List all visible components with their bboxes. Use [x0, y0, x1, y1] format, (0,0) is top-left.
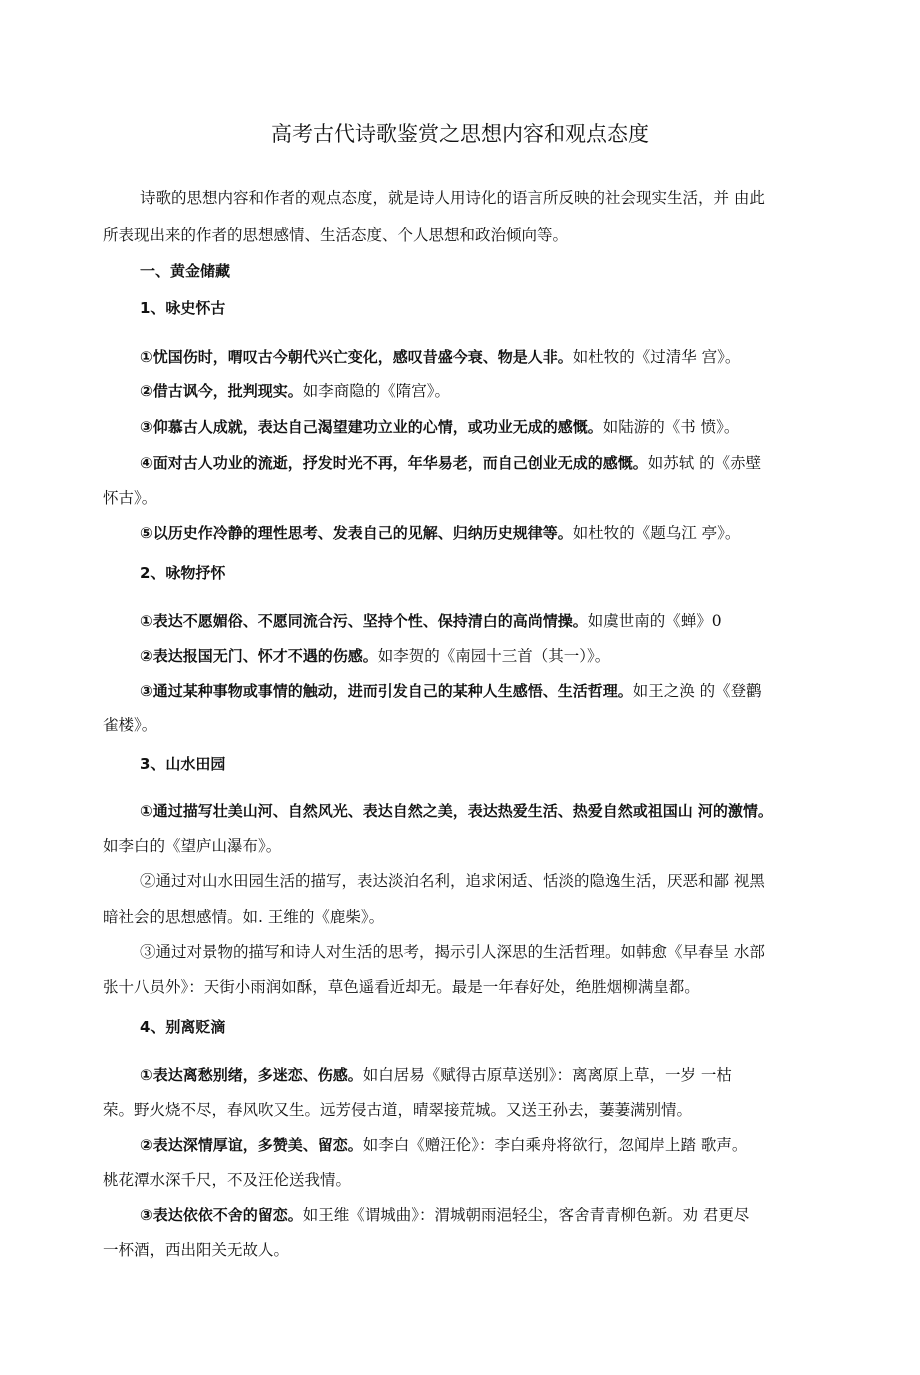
sub4-item-1-cont: 荣。野火烧不尽，春风吹又生。远芳侵古道，晴翠接荒城。又送王孙去，萋萋满别情。: [103, 1101, 693, 1119]
sub4-item-3-normal: 如王维《谓城曲》：渭城朝雨浥轻尘，客舍青青柳色新。劝 君更尽: [302, 1206, 750, 1224]
sub1-item-2-bold: ②借古讽今，批判现实。: [140, 382, 303, 400]
sub2-item-2-normal: 如李贺的《南园十三首（其一）》。: [377, 647, 611, 665]
sub1-item-5-bold: ⑤以历史作冷静的理性思考、发表自己的见解、归纳历史规律等。: [140, 524, 573, 542]
sub2-item-3-cont: 雀楼》。: [103, 716, 158, 734]
sub1-item-4-bold: ④面对古人功业的流逝，抒发时光不再，年华易老，而自己创业无成的感慨。: [140, 454, 648, 472]
subheading-2: 2、咏物抒怀: [140, 564, 226, 582]
sub1-item-5-normal: 如杜牧的《题乌江 亭》。: [572, 524, 741, 542]
sub3-item-3-cont: 张十八员外》：天街小雨润如酥，草色遥看近却无。最是一年春好处，绝胜烟柳满皇都。: [103, 978, 700, 996]
subheading-4: 4、别离贬滴: [140, 1018, 226, 1036]
sub4-item-2: [140, 1134, 747, 1156]
sub4-item-2-bold: ②表达深情厚谊，多赞美、留恋。: [140, 1136, 363, 1154]
sub3-item-1-cont: 如李白的《望庐山瀑布》。: [103, 837, 282, 855]
document-title: 高考古代诗歌鉴赏之思想内容和观点态度: [271, 122, 649, 146]
sub1-item-1-bold: ①忧国伤时，喟叹古今朝代兴亡变化，感叹昔盛今衰、物是人非。: [140, 348, 573, 366]
sub1-item-4-normal: 如苏轼 的《赤壁: [647, 454, 762, 472]
sub2-item-2-bold: ②表达报国无门、怀才不遇的伤感。: [140, 647, 378, 665]
sub1-item-3: [140, 416, 739, 438]
section-heading: 一、黄金储藏: [140, 262, 231, 280]
sub2-item-3: [140, 680, 762, 702]
sub4-item-2-normal: 如李白《赠汪伦》：李白乘舟将欲行，忽闻岸上踏 歌声。: [362, 1136, 748, 1154]
sub2-item-2: [140, 645, 610, 667]
sub3-item-2: ②通过对山水田园生活的描写，表达淡泊名利，追求闲适、恬淡的隐逸生活，厌恶和鄙 视黑: [140, 872, 765, 890]
sub2-item-1: [140, 610, 722, 632]
sub4-item-1: [140, 1064, 732, 1086]
sub3-item-1-bold: ①通过描写壮美山河、自然风光、表达自然之美，表达热爱生活、热爱自然或祖国山 河的激情。: [140, 802, 773, 820]
sub3-item-2-cont: 暗社会的思想感情。如. 王维的《鹿柴》。: [103, 908, 385, 926]
sub1-item-3-bold: ③仰慕古人成就，表达自己渴望建功立业的心情，或功业无成的感慨。: [140, 418, 603, 436]
sub1-item-2-normal: 如李商隐的《隋宫》。: [302, 382, 450, 400]
sub1-item-1: [140, 346, 740, 368]
sub1-item-2: [140, 380, 450, 402]
sub2-item-1-normal: 如虞世南的《蝉》0: [587, 612, 722, 630]
sub4-item-3-bold: ③表达依依不舍的留恋。: [140, 1206, 303, 1224]
sub2-item-3-normal: 如王之涣 的《登鹳: [632, 682, 762, 700]
sub2-item-1-bold: ①表达不愿媚俗、不愿同流合污、坚持个性、保持清白的高尚情操。: [140, 612, 588, 630]
sub3-item-3: ③通过对景物的描写和诗人对生活的思考，揭示引人深思的生活哲理。如韩愈《早春呈 水部: [140, 943, 765, 961]
sub1-item-4-cont: 怀古》。: [103, 489, 158, 507]
intro-line-2: 所表现出来的作者的思想感情、生活态度、个人思想和政治倾向等。: [103, 226, 569, 244]
subheading-1: 1、咏史怀古: [140, 299, 226, 317]
sub1-item-5: [140, 522, 740, 544]
sub4-item-1-normal: 如白居易《赋得古原草送别》：离离原上草，一岁 一枯: [362, 1066, 732, 1084]
sub3-item-1: [140, 800, 773, 822]
sub2-item-3-bold: ③通过某种事物或事情的触动，进而引发自己的某种人生感悟、生活哲理。: [140, 682, 633, 700]
sub4-item-2-cont: 桃花潭水深千尺，不及汪伦送我情。: [103, 1171, 352, 1189]
intro-line-1: 诗歌的思想内容和作者的观点态度，就是诗人用诗化的语言所反映的社会现实生活，并 由此: [140, 189, 765, 207]
sub4-item-3-cont: 一杯酒，西出阳关无故人。: [103, 1241, 290, 1259]
subheading-3: 3、山水田园: [140, 755, 226, 773]
sub4-item-1-bold: ①表达离愁别绪，多迷恋、伤感。: [140, 1066, 363, 1084]
sub1-item-4: [140, 452, 761, 474]
sub1-item-1-normal: 如杜牧的《过清华 宫》。: [572, 348, 741, 366]
sub4-item-3: [140, 1204, 749, 1226]
sub1-item-3-normal: 如陆游的《书 愤》。: [602, 418, 740, 436]
